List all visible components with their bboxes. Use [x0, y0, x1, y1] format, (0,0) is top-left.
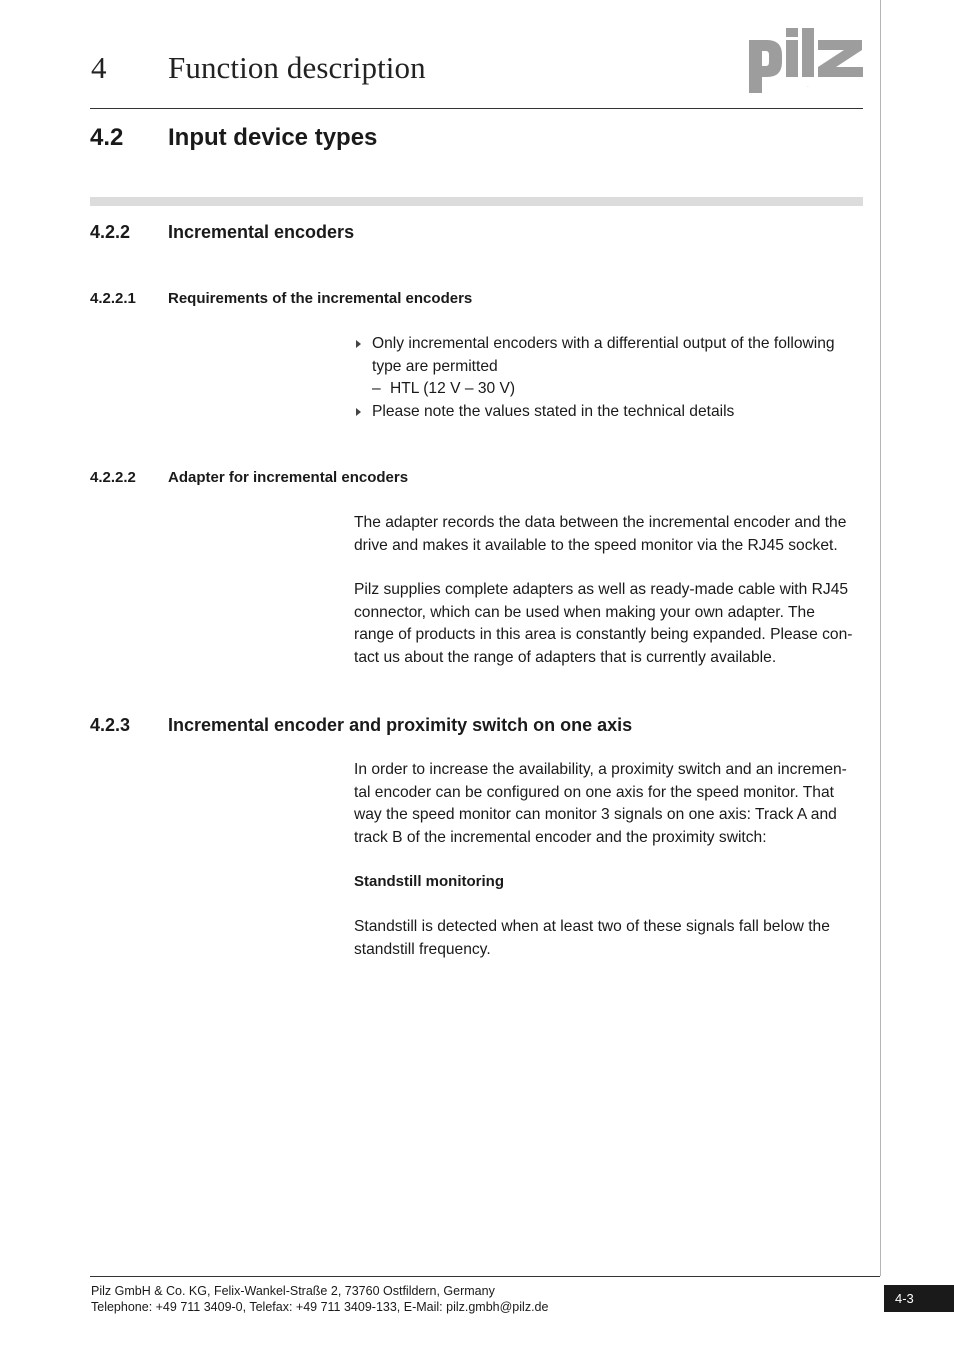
paragraph-line: The adapter records the data between the incremental encoder and the: [354, 514, 847, 531]
subsection-title-4-2-2-2: Adapter for incremental encoders: [168, 469, 409, 486]
footer-text: [91, 1283, 548, 1315]
footer-address: Pilz GmbH & Co. KG, Felix-Wankel-Straße 2, 73760 Ostfildern, Germany: [91, 1284, 495, 1298]
sub-item-text: HTL (12 V – 30 V): [390, 380, 516, 398]
axis-paragraph-2: [354, 916, 866, 961]
paragraph-line: connector, which can be used when making your own adapter. The: [354, 603, 815, 621]
bullet-text-line: type are permitted: [372, 357, 498, 375]
adapter-paragraph-2: [354, 579, 866, 669]
paragraph-line: drive and makes it available to the speed monitor via the RJ45 socket.: [354, 536, 838, 554]
footer-rule: [90, 1276, 880, 1277]
bullet-triangle-icon: [356, 340, 361, 348]
list-item: [354, 333, 866, 378]
paragraph-line: Standstill is detected when at least two of these signals fall below the: [354, 918, 830, 935]
section-title: Input device types: [168, 124, 378, 151]
requirements-list: [354, 333, 866, 423]
subsection-title-4-2-3: Incremental encoder and proximity switch on one axis: [168, 715, 633, 735]
pilz-logo: [748, 27, 866, 95]
paragraph-line: track B of the incremental encoder and the proximity switch:: [354, 828, 767, 846]
paragraph-line: tal encoder can be configured on one axis for the speed monitor. That: [354, 783, 834, 801]
paragraph-line: way the speed monitor can monitor 3 signals on one axis: Track A and: [354, 806, 837, 824]
chapter-number: 4: [91, 50, 107, 85]
right-margin-rule: [880, 0, 881, 1276]
subsection-title-4-2-2: Incremental encoders: [168, 222, 355, 242]
dash-marker: –: [372, 380, 381, 398]
footer-contact: Telephone: +49 711 3409-0, Telefax: +49 711 3409-133, E-Mail: pilz.gmbh@pilz.de: [91, 1300, 549, 1314]
adapter-paragraph-1: [354, 512, 866, 557]
bullet-text-line: Only incremental encoders with a differential output of the following: [372, 335, 835, 352]
header-rule: [90, 108, 863, 109]
standstill-monitoring-heading: Standstill monitoring: [354, 873, 504, 890]
bullet-triangle-icon: [356, 408, 361, 416]
logo-text: pilz: [807, 87, 809, 88]
page-number: 4-3: [895, 1291, 914, 1306]
chapter-title: Function description: [168, 50, 426, 85]
section-number: 4.2: [90, 124, 124, 151]
subsection-number-4-2-3: 4.2.3: [90, 715, 131, 735]
list-item: [354, 401, 866, 424]
paragraph-line: In order to increase the availability, a proximity switch and an incremen-: [354, 761, 847, 778]
subsection-title-4-2-2-1: Requirements of the incremental encoders: [168, 290, 473, 307]
paragraph-line: tact us about the range of adapters that is currently available.: [354, 648, 777, 666]
paragraph-line: Pilz supplies complete adapters as well as ready-made cable with RJ45: [354, 581, 849, 598]
paragraph-line: standstill frequency.: [354, 940, 491, 958]
axis-paragraph-1: [354, 759, 866, 849]
subsection-number-4-2-2-2: 4.2.2.2: [90, 469, 136, 486]
list-sub-item: [354, 378, 866, 401]
page-number-badge: [884, 1285, 954, 1312]
subsection-number-4-2-2: 4.2.2: [90, 222, 131, 242]
subsection-number-4-2-2-1: 4.2.2.1: [90, 290, 136, 307]
bullet-text-line: Please note the values stated in the technical details: [372, 402, 735, 420]
section-divider-bar: [90, 197, 863, 206]
paragraph-line: range of products in this area is constantly being expanded. Please con-: [354, 626, 853, 644]
